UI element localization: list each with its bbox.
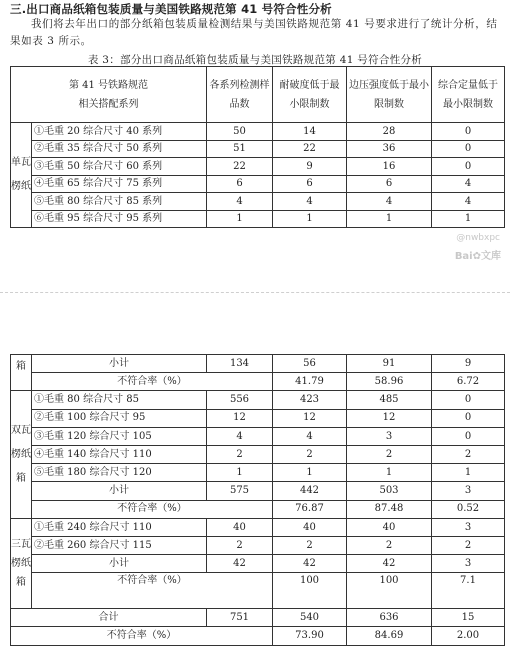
group-label-double: 双瓦楞纸箱	[11, 391, 32, 518]
cell-series: ⑤毛重 80 综合尺寸 85 系列	[32, 193, 207, 211]
cell-burst: 9	[273, 158, 347, 176]
cell-burst: 442	[273, 482, 347, 500]
cell-label: 小计	[32, 482, 207, 500]
header-series	[11, 67, 207, 123]
cell-edge: 1	[347, 210, 432, 228]
cell-samples: 751	[207, 609, 273, 627]
cell-edge: 91	[347, 355, 432, 373]
cell-gram: 0	[432, 123, 505, 141]
cell-gram: 4	[432, 193, 505, 211]
group-label-single-cont: 箱	[11, 355, 32, 391]
cell-gram: 3	[432, 518, 505, 536]
cell-burst: 40	[273, 518, 347, 536]
cell-burst: 2	[273, 536, 347, 554]
table-row	[11, 445, 505, 463]
cell-label: 合计	[11, 609, 207, 627]
watermark-handle: @nwbxpc	[456, 233, 500, 243]
cell-burst: 56	[273, 355, 347, 373]
cell-edge: 16	[347, 158, 432, 176]
table-row-subtotal	[11, 355, 505, 373]
cell-burst: 6	[273, 175, 347, 193]
cell-edge: 636	[347, 609, 432, 627]
cell-gram: 0	[432, 140, 505, 158]
cell-burst: 4	[273, 193, 347, 211]
cell-samples: 42	[207, 555, 273, 573]
cell-samples: 22	[207, 158, 273, 176]
cell-series: ①毛重 20 综合尺寸 40 系列	[32, 123, 207, 141]
compliance-table-part2	[10, 354, 505, 646]
table-row	[11, 536, 505, 554]
cell-series: ②毛重 35 综合尺寸 50 系列	[32, 140, 207, 158]
table-row	[11, 123, 505, 141]
group-label-single: 单瓦楞纸	[11, 123, 32, 228]
header-gram: 综合定量低于最小限制数	[432, 67, 505, 123]
cell-gram: 1	[432, 464, 505, 482]
cell-edge: 12	[347, 409, 432, 427]
table-row-subtotal	[11, 482, 505, 500]
cell-label: 不符合率（%）	[32, 500, 273, 518]
intro-paragraph: 我们将去年出口的部分纸箱包装质量检测结果与美国铁路规范第 41 号要求进行了统计分析，结果如表 3 所示。	[10, 18, 498, 47]
cell-burst: 12	[273, 409, 347, 427]
table-row	[11, 427, 505, 445]
cell-edge: 503	[347, 482, 432, 500]
cell-samples: 1	[207, 464, 273, 482]
cell-series: ⑤毛重 180 综合尺寸 120	[32, 464, 207, 482]
cell-edge: 87.48	[347, 500, 432, 518]
table-row	[11, 518, 505, 536]
cell-samples: 50	[207, 123, 273, 141]
cell-burst: 4	[273, 427, 347, 445]
watermark-brand: Bai✿文库	[454, 251, 501, 262]
table-row	[11, 409, 505, 427]
cell-gram: 0	[432, 158, 505, 176]
cell-label: 小计	[32, 555, 207, 573]
cell-gram: 2	[432, 445, 505, 463]
cell-burst: 14	[273, 123, 347, 141]
header-series-line1: 第 41 号铁路规范	[68, 79, 149, 91]
table-row	[11, 464, 505, 482]
cell-burst: 1	[273, 210, 347, 228]
cell-burst: 2	[273, 445, 347, 463]
cell-gram: 3	[432, 555, 505, 573]
cell-edge: 2	[347, 445, 432, 463]
cell-gram: 3	[432, 482, 505, 500]
table-row	[11, 391, 505, 409]
table-row-subtotal	[11, 555, 505, 573]
cell-samples: 40	[207, 518, 273, 536]
table-row	[11, 140, 505, 158]
cell-edge: 84.69	[347, 627, 432, 645]
cell-series: ①毛重 80 综合尺寸 85	[32, 391, 207, 409]
cell-label: 不符合率（%）	[32, 573, 273, 609]
cell-gram: 9	[432, 355, 505, 373]
cell-gram: 6.72	[432, 373, 505, 391]
cell-label: 不符合率（%）	[32, 373, 273, 391]
cell-samples: 2	[207, 536, 273, 554]
cell-edge: 40	[347, 518, 432, 536]
cell-gram: 2	[432, 536, 505, 554]
header-series-line2: 相关搭配系列	[78, 98, 139, 110]
cell-edge: 58.96	[347, 373, 432, 391]
cell-edge: 4	[347, 193, 432, 211]
cell-samples: 12	[207, 409, 273, 427]
cell-series: ②毛重 260 综合尺寸 115	[32, 536, 207, 554]
cell-series: ①毛重 240 综合尺寸 110	[32, 518, 207, 536]
cell-burst: 100	[273, 573, 347, 609]
cell-burst: 22	[273, 140, 347, 158]
cell-samples: 556	[207, 391, 273, 409]
table-row	[11, 158, 505, 176]
cell-samples: 134	[207, 355, 273, 373]
table-row-rate	[11, 500, 505, 518]
cell-burst: 42	[273, 555, 347, 573]
cell-samples: 4	[207, 193, 273, 211]
cell-samples: 2	[207, 445, 273, 463]
cell-edge: 3	[347, 427, 432, 445]
cell-edge: 2	[347, 536, 432, 554]
cell-burst: 423	[273, 391, 347, 409]
header-samples: 各系列检测样品数	[207, 67, 273, 123]
cell-burst: 41.79	[273, 373, 347, 391]
cell-burst: 1	[273, 464, 347, 482]
cell-label: 不符合率（%）	[11, 627, 273, 645]
cell-gram: 0	[432, 409, 505, 427]
cell-label: 小计	[32, 355, 207, 373]
cell-samples: 6	[207, 175, 273, 193]
table-row-rate	[11, 573, 505, 609]
cell-samples: 4	[207, 427, 273, 445]
cell-series: ③毛重 50 综合尺寸 60 系列	[32, 158, 207, 176]
cell-gram: 0.52	[432, 500, 505, 518]
cell-burst: 73.90	[273, 627, 347, 645]
cell-edge: 42	[347, 555, 432, 573]
table-row	[11, 175, 505, 193]
table-row	[11, 210, 505, 228]
header-edge: 边压强度低于最小限制数	[347, 67, 432, 123]
cell-burst: 540	[273, 609, 347, 627]
cell-gram: 1	[432, 210, 505, 228]
header-burst: 耐破度低于最小限制数	[273, 67, 347, 123]
cell-gram: 15	[432, 609, 505, 627]
cell-gram: 2.00	[432, 627, 505, 645]
table-row	[11, 193, 505, 211]
cell-series: ④毛重 65 综合尺寸 75 系列	[32, 175, 207, 193]
cell-series: ④毛重 140 综合尺寸 110	[32, 445, 207, 463]
cell-edge: 1	[347, 464, 432, 482]
group-label-triple: 三瓦楞纸箱	[11, 518, 32, 609]
table-row-rate	[11, 373, 505, 391]
cell-series: ②毛重 100 综合尺寸 95	[32, 409, 207, 427]
table-caption: 表 3：部分出口商品纸箱包装质量与美国铁路规范第 41 号符合性分析	[87, 54, 423, 66]
cell-gram: 0	[432, 391, 505, 409]
cell-edge: 6	[347, 175, 432, 193]
cell-samples: 575	[207, 482, 273, 500]
compliance-table-part1	[10, 66, 505, 228]
cell-edge: 28	[347, 123, 432, 141]
cell-gram: 4	[432, 175, 505, 193]
section-heading: 三.出口商品纸箱包装质量与美国铁路规范第 41 号符合性分析	[10, 2, 332, 16]
table-row-total	[11, 609, 505, 627]
table-row-total-rate	[11, 627, 505, 645]
cell-edge: 100	[347, 573, 432, 609]
cell-series: ⑥毛重 95 综合尺寸 95 系列	[32, 210, 207, 228]
table-header-row	[11, 67, 505, 123]
cell-gram: 0	[432, 427, 505, 445]
cell-gram: 7.1	[432, 573, 505, 609]
cell-burst: 76.87	[273, 500, 347, 518]
cell-samples: 1	[207, 210, 273, 228]
cell-edge: 485	[347, 391, 432, 409]
cell-series: ③毛重 120 综合尺寸 105	[32, 427, 207, 445]
cell-samples: 51	[207, 140, 273, 158]
page-separator	[0, 292, 510, 293]
cell-edge: 36	[347, 140, 432, 158]
